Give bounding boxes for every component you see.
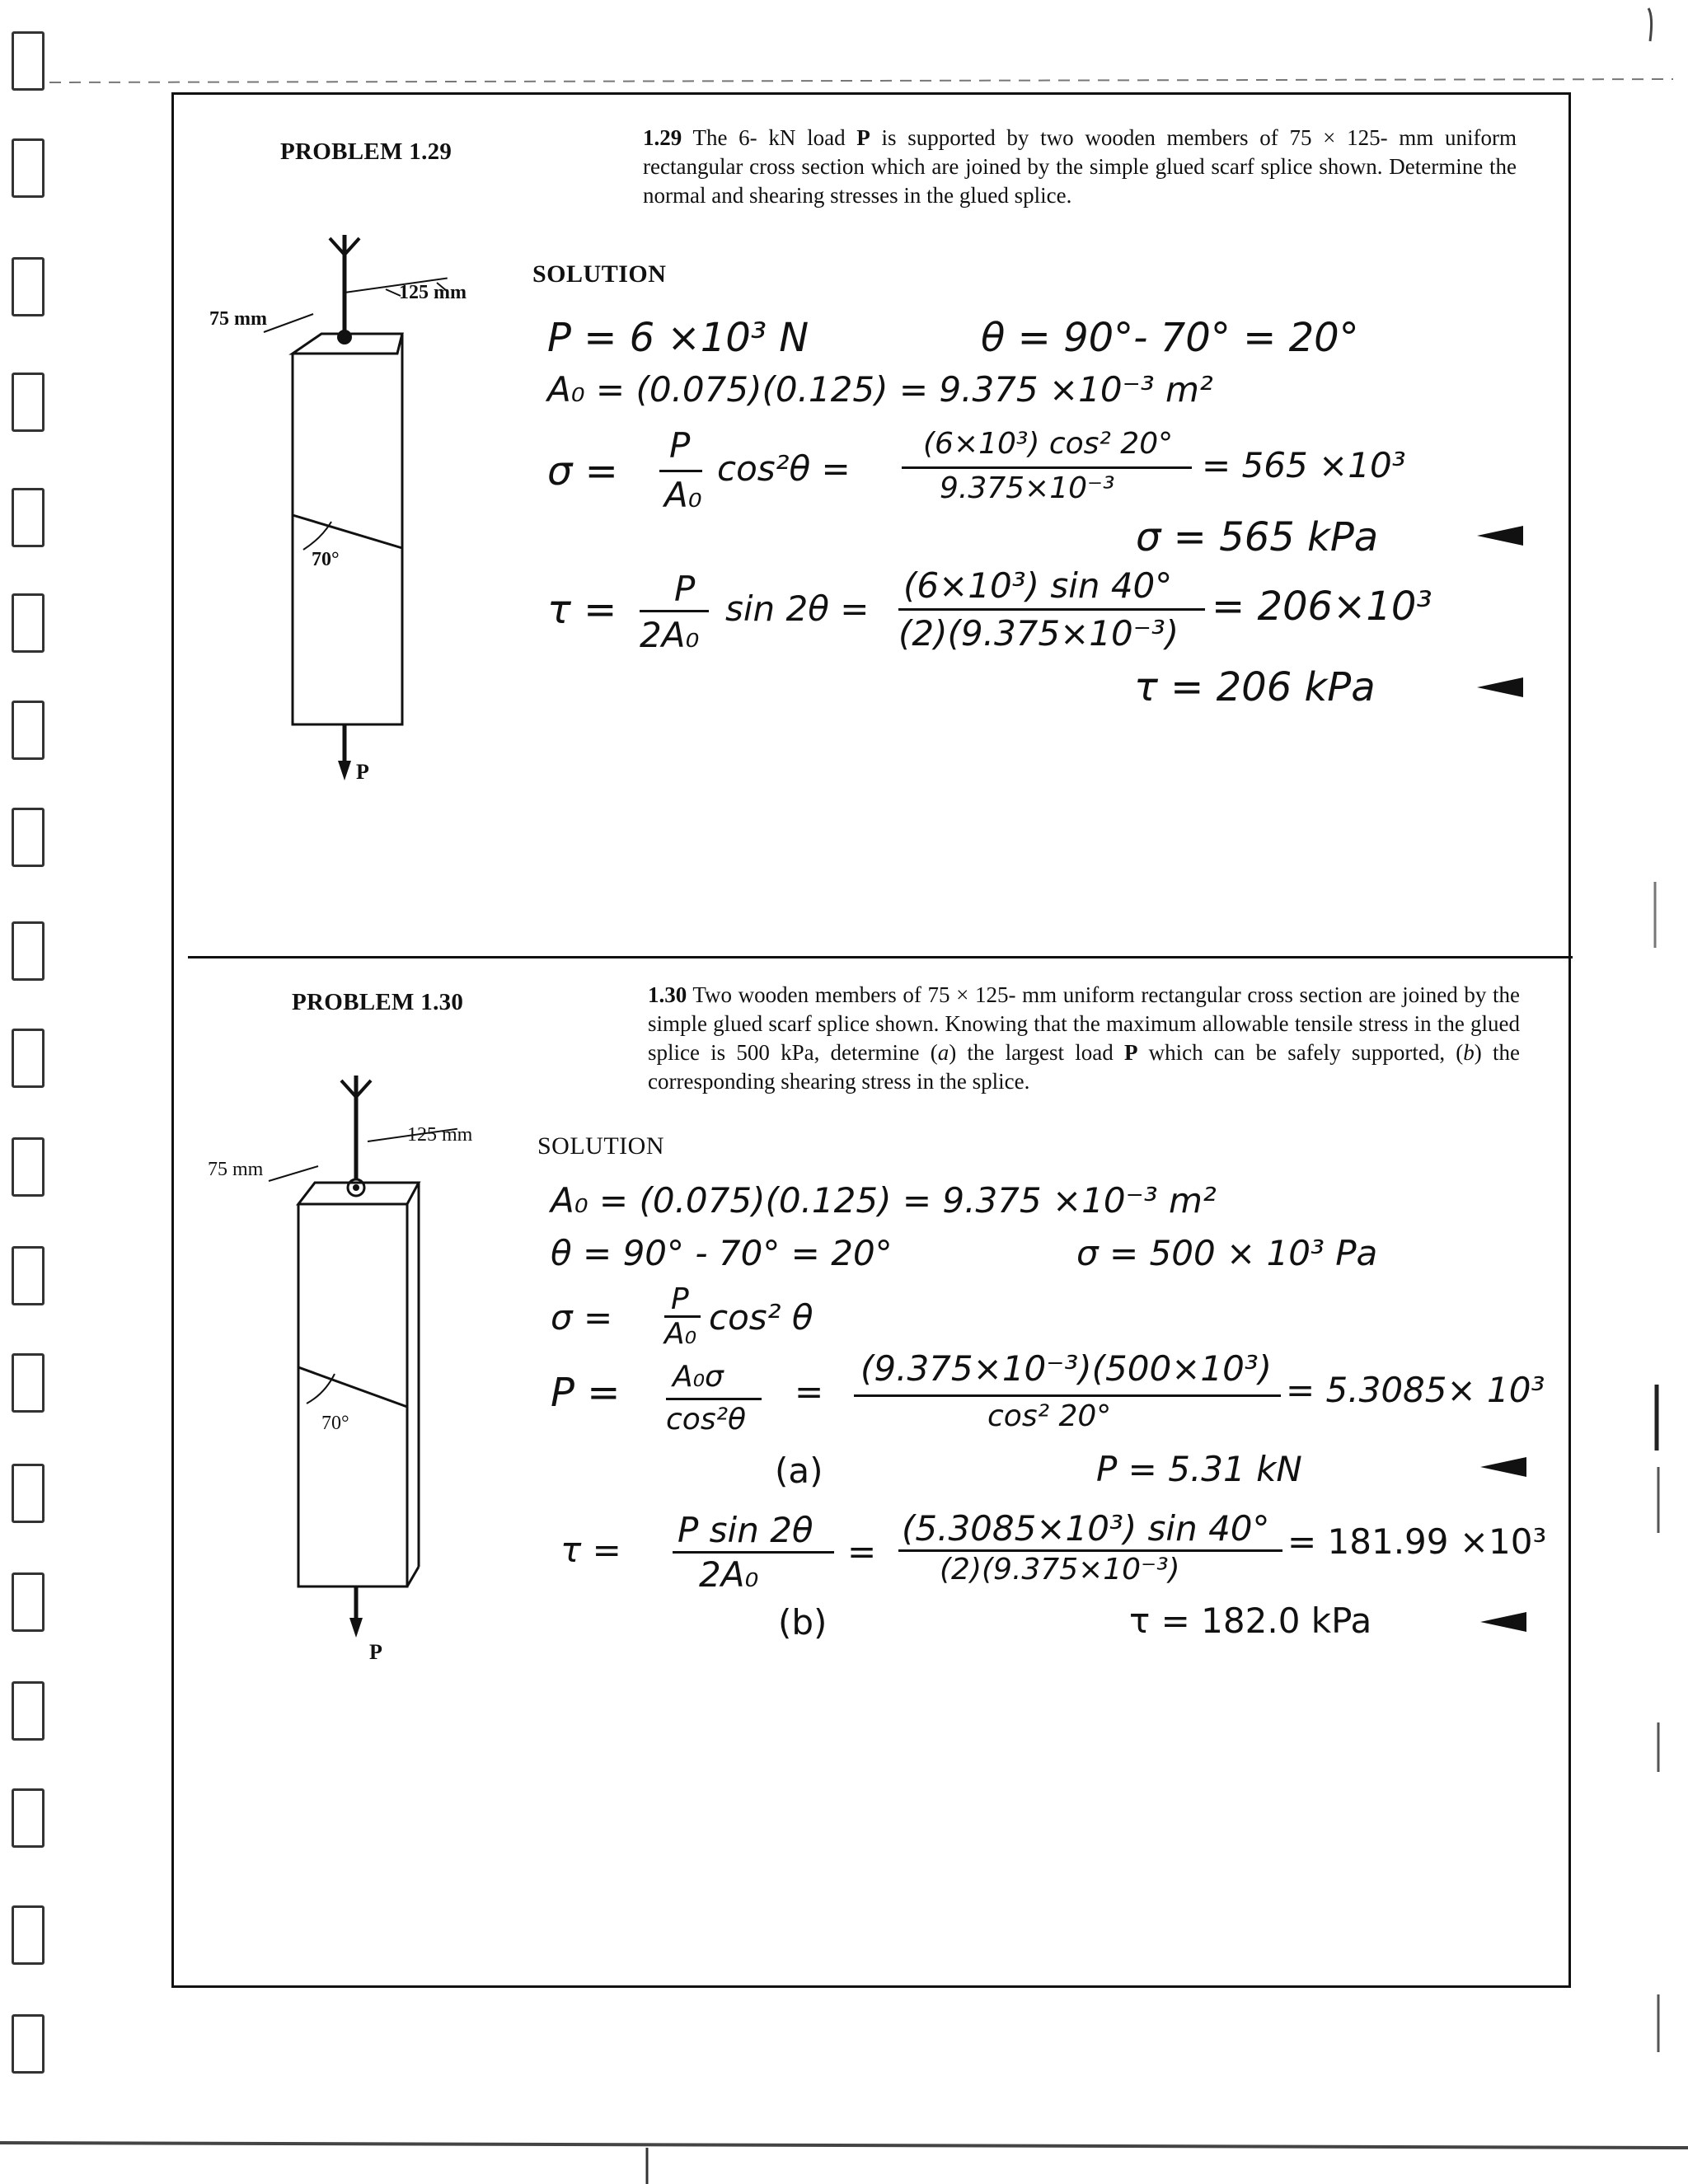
problem-statement	[643, 124, 1517, 210]
sigma-frac-den: A₀	[664, 475, 702, 515]
fraction-bar	[898, 608, 1205, 611]
statement-text: The 6- kN load	[692, 125, 857, 150]
p-answer: P = 5.31 kN	[1096, 1449, 1302, 1489]
tau-num: (5.3085×10³) sin 40°	[902, 1508, 1270, 1549]
fraction-bar	[659, 470, 702, 472]
tau-eq: =	[847, 1531, 877, 1572]
problem-number: 1.30	[648, 982, 687, 1007]
problem-statement	[648, 981, 1520, 1096]
fraction-bar	[673, 1551, 834, 1554]
answer-marker	[1480, 1457, 1526, 1477]
fraction-bar	[902, 466, 1192, 469]
part-a-marker: (a)	[775, 1451, 823, 1491]
answer-marker	[1477, 526, 1523, 546]
given-load: P = 6 ×10³ N	[547, 315, 809, 361]
tau-frac-num: P sin 2θ	[678, 1510, 814, 1550]
tau-den: (2)(9.375×10⁻³)	[898, 613, 1179, 654]
statement-text: which can be safely supported, (	[1137, 1040, 1464, 1065]
solution-heading: SOLUTION	[537, 1132, 664, 1160]
p-eq: =	[795, 1371, 824, 1412]
tau-result: = 181.99 ×10³	[1287, 1521, 1547, 1562]
tau-mid: sin 2θ =	[725, 588, 870, 629]
theta-calc: θ = 90°- 70° = 20°	[981, 315, 1359, 361]
statement-text: is supported by two wooden members of 75 × 125- mm uniform rectangular cross section which are joined by the simple glued scarf splice shown. Determine the normal and shearing stresses in the glued splice.	[643, 125, 1517, 208]
angle-label: 70°	[312, 549, 340, 570]
answer-marker	[1477, 677, 1523, 697]
p-num: (9.375×10⁻³)(500×10³)	[860, 1348, 1273, 1389]
tau-lhs: τ =	[560, 1530, 621, 1570]
answer-marker	[1480, 1612, 1526, 1632]
p-frac-num: A₀σ	[673, 1360, 724, 1394]
sigma-den: 9.375×10⁻³	[940, 471, 1115, 505]
allowable-stress: σ = 500 × 10³ Pa	[1076, 1233, 1378, 1273]
problem-title: PROBLEM 1.30	[292, 989, 464, 1015]
part-a-label: a	[937, 1040, 950, 1065]
tau-answer: τ = 182.0 kPa	[1129, 1601, 1372, 1641]
sigma-frac-num: P	[669, 425, 691, 466]
tau-lhs: τ =	[547, 587, 617, 633]
fraction-bar	[640, 610, 709, 612]
sigma-rhs: cos² θ	[709, 1297, 814, 1338]
dim-width-label: 75 mm	[208, 1159, 264, 1180]
tau-frac-num: P	[674, 569, 696, 609]
sigma-frac-num: P	[671, 1282, 689, 1316]
sigma-mid: cos²θ =	[717, 448, 851, 489]
p-result: = 5.3085× 10³	[1286, 1370, 1545, 1410]
sigma-lhs: σ =	[547, 448, 618, 494]
p-den: cos² 20°	[987, 1399, 1112, 1433]
load-label: P	[356, 760, 369, 784]
angle-label: 70°	[321, 1413, 349, 1434]
sigma-answer: σ = 565 kPa	[1136, 514, 1379, 560]
load-label: P	[369, 1640, 382, 1664]
tau-den: (2)(9.375×10⁻³)	[940, 1553, 1180, 1586]
sigma-frac-den: A₀	[664, 1317, 697, 1351]
tau-result: = 206×10³	[1212, 583, 1432, 630]
statement-text: Two wooden members of 75 × 125- mm uniform rectangular cross section are joined by the simple glued scarf splice shown. Knowing that the maximum allowable tensile stress in the glued splice is 500 kPa, determine (	[648, 982, 1521, 1065]
area-calc: A₀ = (0.075)(0.125) = 9.375 ×10⁻³ m²	[547, 369, 1213, 410]
p-frac-den: cos²θ	[666, 1403, 747, 1436]
dim-width-label: 75 mm	[209, 308, 267, 330]
load-symbol: P	[856, 125, 870, 150]
tau-frac-den: 2A₀	[699, 1554, 759, 1595]
sigma-lhs: σ =	[551, 1297, 613, 1338]
part-b-marker: (b)	[778, 1602, 828, 1643]
fraction-bar	[666, 1398, 762, 1400]
sigma-num: (6×10³) cos² 20°	[923, 427, 1174, 461]
load-symbol: P	[1123, 1040, 1138, 1065]
sigma-result: = 565 ×10³	[1202, 445, 1406, 485]
dim-depth-label: 125 mm	[399, 282, 467, 303]
tau-answer: τ = 206 kPa	[1134, 664, 1376, 710]
problem-number: 1.29	[643, 125, 682, 150]
tau-frac-den: 2A₀	[640, 615, 700, 655]
tau-num: (6×10³) sin 40°	[903, 565, 1173, 606]
fraction-bar	[854, 1394, 1281, 1397]
part-b-label: b	[1463, 1040, 1475, 1065]
area-calc: A₀ = (0.075)(0.125) = 9.375 ×10⁻³ m²	[551, 1180, 1217, 1221]
solution-heading: SOLUTION	[532, 260, 667, 288]
theta-calc: θ = 90° - 70° = 20°	[551, 1233, 893, 1273]
fraction-bar	[898, 1549, 1282, 1552]
dim-depth-label: 125 mm	[407, 1124, 473, 1146]
statement-text: ) the corresponding shearing stress in the splice.	[648, 1040, 1520, 1094]
p-lhs: P =	[551, 1370, 621, 1416]
statement-text: ) the largest load	[949, 1040, 1124, 1065]
problem-divider	[188, 956, 1573, 958]
problem-title: PROBLEM 1.29	[280, 138, 452, 165]
